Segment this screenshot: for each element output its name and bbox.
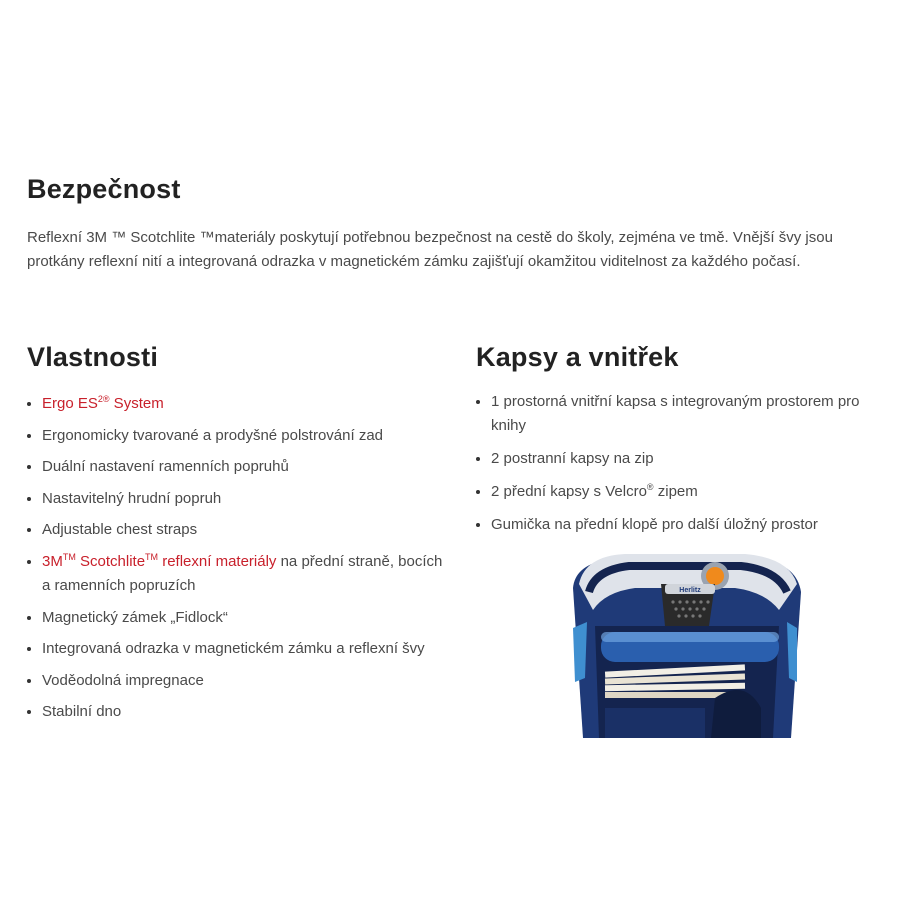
bullet-icon — [27, 402, 31, 406]
pockets-heading: Kapsy a vnitřek — [476, 342, 679, 372]
list-item-text: Ergonomicky tvarované a prodyšné polstrování zad — [42, 426, 384, 444]
pockets-list — [476, 390, 886, 546]
bullet-icon — [27, 679, 31, 683]
bullet-icon — [27, 465, 31, 469]
brand-logo: Herlitz — [679, 587, 701, 594]
bullet-icon — [27, 710, 31, 714]
bullet-icon — [476, 400, 480, 404]
list-item — [27, 700, 447, 724]
features-heading: Vlastnosti — [27, 342, 159, 372]
ergo-system-link[interactable]: Ergo $ES^{2®}$ System — [42, 394, 164, 412]
reflector-icon — [706, 567, 724, 585]
features-list — [27, 392, 447, 732]
list-item-text: 2 postranní kapsy na zip — [491, 450, 654, 467]
list-item — [27, 518, 447, 542]
list-item — [27, 637, 447, 661]
list-item — [476, 447, 886, 471]
scotchlite-link[interactable]: 3M™ Scotchlite™ reflexní materiály — [42, 551, 277, 570]
bullet-icon — [27, 647, 31, 651]
safety-paragraph: Reflexní 3M ™ Scotchlite ™materiály poskytují potřebnou bezpečnost na cestě do školy, zejména ve tmě. Vnější švy jsou protkány reflexní nití a integrovaná odrazka v magnetickém zámku zajišťují okamžitou viditelnost za každého počasí. — [27, 229, 833, 270]
list-item: 2 přední kapsy s Velcro® zipem — [476, 480, 886, 504]
list-item — [27, 424, 447, 448]
list-item-text: Duální nastavení ramenních popruhů — [42, 458, 289, 476]
list-item-text: Voděodolná impregnace — [42, 671, 204, 689]
list-item-text: Integrovaná odrazka v magnetickém zámku a reflexní švy — [42, 640, 425, 658]
list-item — [27, 487, 447, 511]
list-item — [476, 513, 886, 537]
list-item — [27, 455, 447, 479]
bullet-icon — [476, 457, 480, 461]
list-item-text: Nastavitelný hrudní popruh — [42, 489, 222, 507]
bullet-icon — [476, 490, 480, 494]
bullet-icon — [476, 523, 480, 527]
list-item — [27, 392, 447, 416]
list-item: 3M™ Scotchlite™ reflexní materiály na přední straně, bocích a ramenních popruzích — [27, 550, 447, 598]
side-panel-left — [573, 622, 587, 682]
list-item-text: 1 prostorná vnitřní kapsa s integrovaným prostorem pro knihy — [491, 393, 860, 434]
list-item-text: Gumička na přední klopě pro další úložný prostor — [491, 516, 818, 533]
list-item-text: Magnetický zámek „Fidlock“ — [42, 608, 228, 626]
safety-heading: Bezpečnost — [27, 174, 181, 204]
list-item — [27, 606, 447, 630]
inner-pocket — [605, 708, 705, 738]
list-item — [27, 669, 447, 693]
bullet-icon — [27, 434, 31, 438]
pencil-tube-highlight — [601, 632, 779, 642]
bullet-icon — [27, 616, 31, 620]
bullet-icon — [27, 560, 31, 564]
schoolbag-image — [565, 548, 805, 738]
list-item-text: Adjustable chest straps — [42, 521, 198, 539]
list-item-text: Stabilní dno — [42, 703, 122, 721]
list-item — [476, 390, 886, 438]
bullet-icon — [27, 497, 31, 501]
bullet-icon — [27, 528, 31, 532]
